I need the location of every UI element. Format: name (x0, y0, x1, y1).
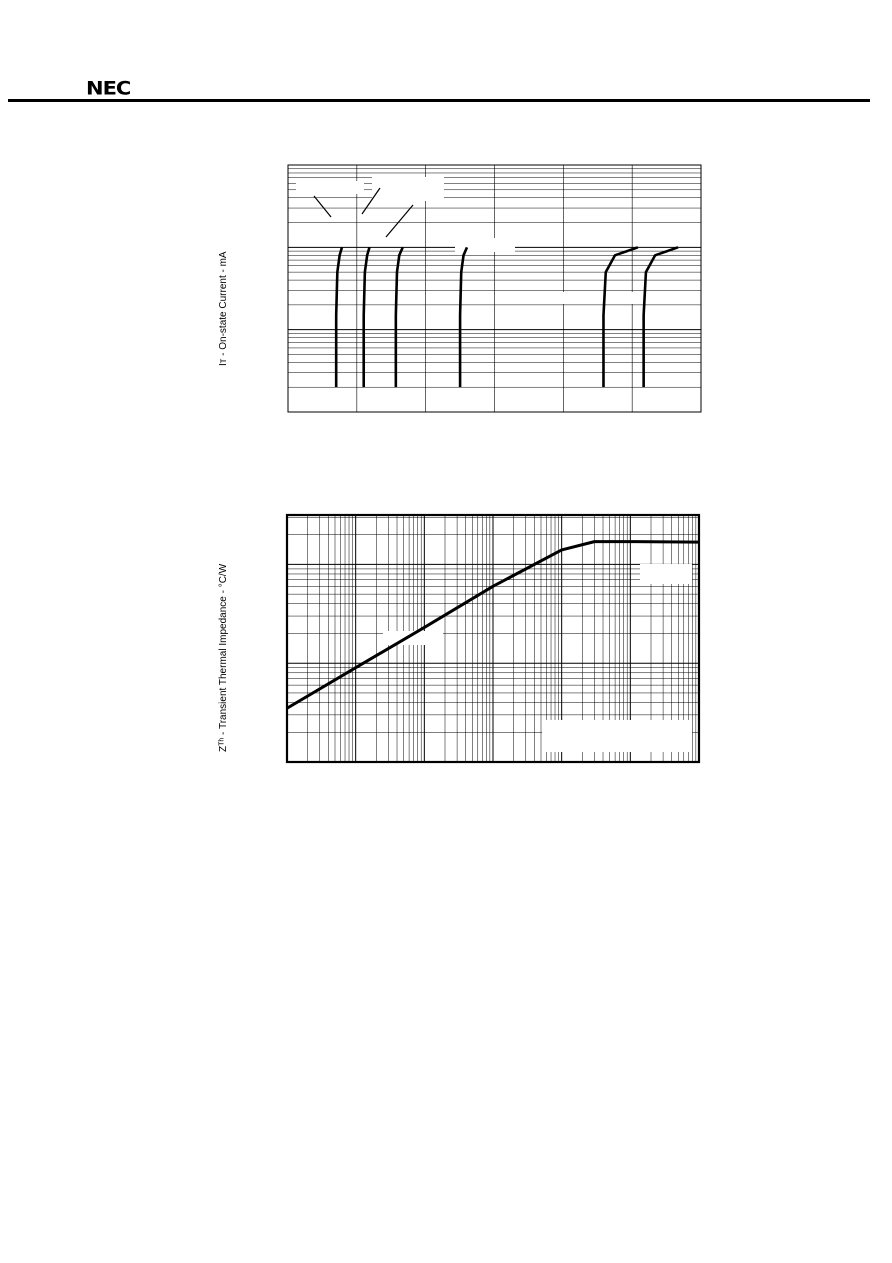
chart1-y-axis-label: Iᴛ - On-state Current - mA (218, 251, 229, 366)
chart1-series-5 (644, 247, 678, 387)
nec-logo: NEC (86, 77, 131, 99)
chart1-label-box (372, 177, 444, 201)
chart2-label-box (640, 564, 692, 584)
chart1-series-0 (336, 247, 342, 387)
chart1-series-3 (460, 247, 467, 387)
chart1-series-2 (396, 247, 403, 387)
chart1-pointer-arrow (386, 205, 413, 237)
chart1-pointer-arrow (314, 196, 331, 217)
chart1-label-box (508, 292, 570, 304)
chart1-series-1 (364, 247, 370, 387)
chart1-label-box (455, 238, 515, 252)
chart2-y-axis-label: Zᵀʰ - Transient Thermal Impedance - °C/W (218, 563, 229, 752)
chart2-label-box (542, 720, 692, 752)
chart1-label-box (296, 181, 364, 194)
chart1-series-4 (603, 247, 637, 387)
chart1-label-box (610, 292, 696, 304)
